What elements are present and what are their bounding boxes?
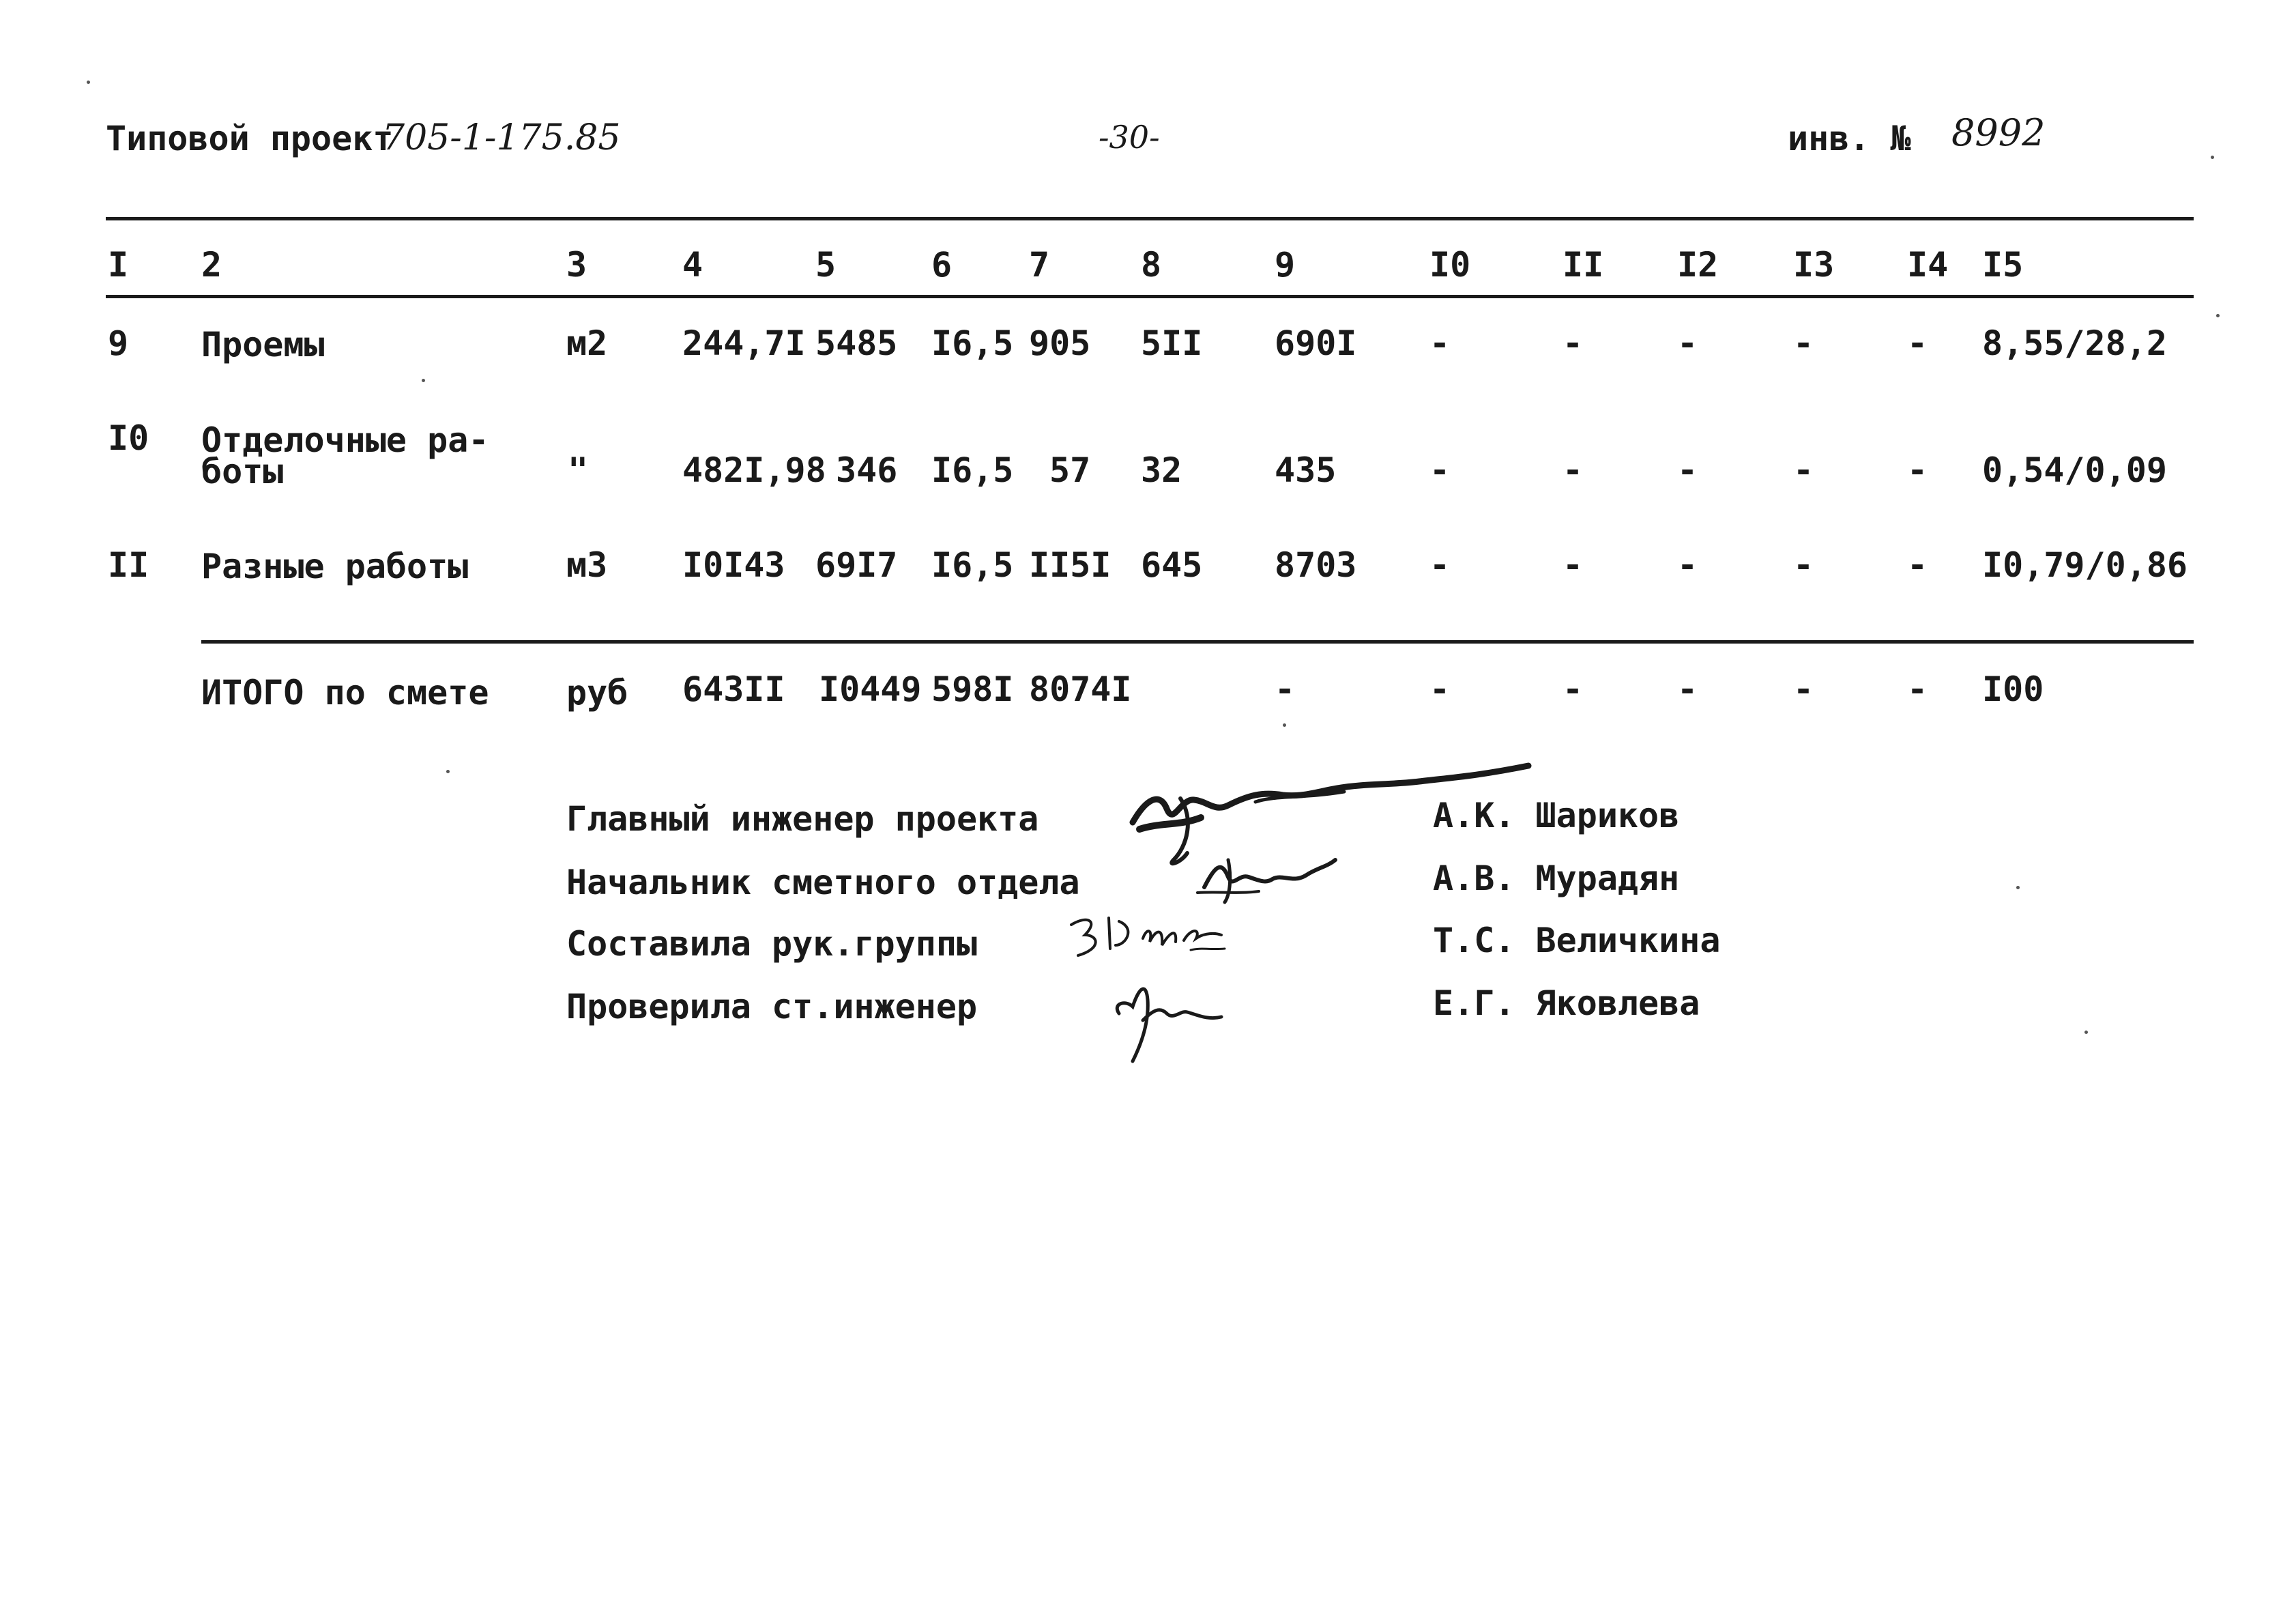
cell: -: [1563, 323, 1584, 363]
row-name: Отделочные ра-: [201, 420, 489, 460]
cell: 482I,98: [682, 450, 826, 490]
cell: 8,55/28,2: [1982, 323, 2167, 363]
cell: -: [1793, 670, 1814, 709]
inventory-number: 8992: [1951, 111, 2046, 154]
scan-speck: [2084, 1031, 2088, 1034]
cell: 5II: [1141, 323, 1203, 363]
col-header: 5: [815, 245, 837, 285]
cell: -: [1907, 545, 1928, 585]
cell: -: [1429, 545, 1451, 585]
cell: -: [1793, 323, 1814, 363]
cell: I00: [1982, 670, 2044, 709]
signature-group-lead: [1061, 908, 1232, 973]
col-header: I0: [1429, 245, 1471, 285]
cell: -: [1429, 450, 1451, 490]
col-header: II: [1563, 245, 1604, 285]
cell: -: [1275, 670, 1296, 709]
cell: -: [1677, 670, 1698, 709]
col-header: I3: [1793, 245, 1835, 285]
cell: I0449: [819, 670, 922, 709]
col-header: 7: [1029, 245, 1050, 285]
scan-speck: [2216, 314, 2220, 317]
total-unit: руб: [566, 673, 628, 713]
cell: 57: [1049, 450, 1091, 490]
col-header: 4: [682, 245, 703, 285]
cell: 645: [1141, 545, 1203, 585]
col-header: I5: [1982, 245, 2024, 285]
cell: 346: [836, 450, 898, 490]
inventory-label: инв. №: [1788, 119, 1911, 158]
cell: I6,5: [931, 545, 1014, 585]
cell: 690I: [1275, 323, 1357, 363]
cell: -: [1677, 323, 1698, 363]
cell: II5I: [1029, 545, 1111, 585]
cell: 244,7I: [682, 323, 806, 363]
signatory-role: Составила рук.группы: [566, 924, 978, 964]
project-label: Типовой проект: [106, 119, 394, 158]
total-label: ИТОГО по смете: [201, 673, 489, 713]
col-header: I2: [1677, 245, 1719, 285]
signatory-name: А.В. Мурадян: [1433, 859, 1680, 898]
row-number: II: [108, 545, 149, 585]
scan-speck: [446, 770, 450, 773]
row-unit: м3: [566, 545, 608, 585]
cell: -: [1429, 670, 1451, 709]
header-bottom-rule: [106, 295, 2194, 298]
cell: 0,54/0,09: [1982, 450, 2167, 490]
signatory-role: Начальник сметного отдела: [566, 863, 1080, 902]
cell: -: [1563, 545, 1584, 585]
cell: 8074I: [1029, 670, 1132, 709]
col-header: 8: [1141, 245, 1162, 285]
cell: I0I43: [682, 545, 785, 585]
col-header: I: [108, 245, 129, 285]
cell: 8703: [1275, 545, 1357, 585]
cell: 598I: [931, 670, 1014, 709]
scan-speck: [2016, 886, 2020, 889]
scan-speck: [1283, 723, 1286, 727]
cell: I6,5: [931, 450, 1014, 490]
signatory-name: А.К. Шариков: [1433, 796, 1680, 835]
cell: -: [1907, 670, 1928, 709]
col-header: 3: [566, 245, 587, 285]
cell: -: [1793, 450, 1814, 490]
row-number: I0: [108, 418, 149, 458]
col-header: 6: [931, 245, 953, 285]
signatory-name: Е.Г. Яковлева: [1433, 983, 1700, 1023]
cell: 5485: [815, 323, 898, 363]
cell: -: [1907, 323, 1928, 363]
scan-speck: [87, 81, 90, 84]
col-header: 9: [1275, 245, 1296, 285]
row-number: 9: [108, 323, 129, 363]
cell: -: [1793, 545, 1814, 585]
cell: I6,5: [931, 323, 1014, 363]
cell: 643II: [682, 670, 785, 709]
cell: 69I7: [815, 545, 898, 585]
signature-head-of-department: [1191, 846, 1341, 908]
row-name: Проемы: [201, 325, 325, 364]
row-unit: м2: [566, 323, 608, 363]
cell: -: [1563, 450, 1584, 490]
scan-speck: [2211, 156, 2214, 159]
cell: -: [1677, 450, 1698, 490]
scan-speck: [422, 379, 425, 382]
cell: I0,79/0,86: [1982, 545, 2188, 585]
table-top-rule: [106, 217, 2194, 220]
cell: -: [1563, 670, 1584, 709]
page-number: -30-: [1099, 119, 1160, 156]
row-name: Разные работы: [201, 547, 469, 586]
signatory-name: Т.С. Величкина: [1433, 921, 1721, 960]
row-name-continued: боты: [201, 452, 284, 491]
col-header: 2: [201, 245, 222, 285]
project-number: 705-1-175.85: [382, 117, 621, 158]
cell: -: [1429, 323, 1451, 363]
row-unit: ": [568, 450, 589, 490]
cell: 905: [1029, 323, 1091, 363]
cell: 32: [1141, 450, 1182, 490]
signatory-role: Главный инженер проекта: [566, 799, 1039, 839]
cell: -: [1907, 450, 1928, 490]
total-rule: [201, 640, 2194, 644]
signatory-role: Проверила ст.инженер: [566, 987, 978, 1026]
cell: 435: [1275, 450, 1337, 490]
cell: -: [1677, 545, 1698, 585]
col-header: I4: [1907, 245, 1949, 285]
signature-senior-engineer: [1105, 973, 1228, 1068]
